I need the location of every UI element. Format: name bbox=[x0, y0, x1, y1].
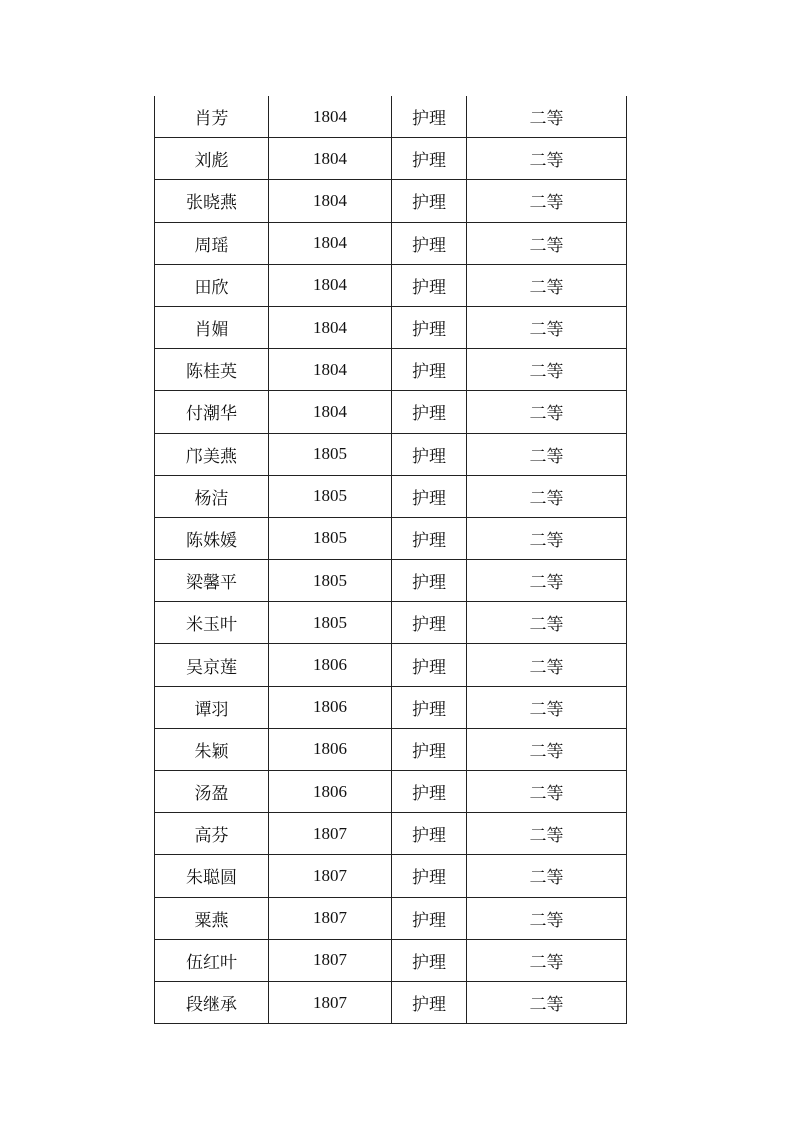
student-name-cell: 汤盈 bbox=[155, 771, 269, 813]
table-row bbox=[155, 939, 627, 981]
major-cell: 护理 bbox=[392, 306, 467, 348]
student-name-cell: 米玉叶 bbox=[155, 602, 269, 644]
class-number-cell: 1805 bbox=[269, 433, 392, 475]
student-name-cell: 段继承 bbox=[155, 981, 269, 1023]
table-row bbox=[155, 686, 627, 728]
student-name-cell: 陈桂英 bbox=[155, 349, 269, 391]
class-number-cell: 1804 bbox=[269, 306, 392, 348]
major-cell: 护理 bbox=[392, 897, 467, 939]
class-number-cell: 1804 bbox=[269, 138, 392, 180]
major-cell: 护理 bbox=[392, 771, 467, 813]
award-grade-cell: 二等 bbox=[467, 306, 627, 348]
class-number-cell: 1804 bbox=[269, 180, 392, 222]
major-cell: 护理 bbox=[392, 475, 467, 517]
class-number-cell: 1806 bbox=[269, 644, 392, 686]
table-row bbox=[155, 349, 627, 391]
class-number-cell: 1806 bbox=[269, 728, 392, 770]
table-row bbox=[155, 771, 627, 813]
student-name-cell: 吴京莲 bbox=[155, 644, 269, 686]
class-number-cell: 1806 bbox=[269, 686, 392, 728]
class-number-cell: 1805 bbox=[269, 602, 392, 644]
student-name-cell: 粟燕 bbox=[155, 897, 269, 939]
student-name-cell: 田欣 bbox=[155, 264, 269, 306]
award-grade-cell: 二等 bbox=[467, 813, 627, 855]
major-cell: 护理 bbox=[392, 813, 467, 855]
table-row bbox=[155, 644, 627, 686]
class-number-cell: 1804 bbox=[269, 391, 392, 433]
award-grade-cell: 二等 bbox=[467, 644, 627, 686]
award-grade-cell: 二等 bbox=[467, 138, 627, 180]
table-row bbox=[155, 306, 627, 348]
class-number-cell: 1804 bbox=[269, 349, 392, 391]
class-number-cell: 1806 bbox=[269, 771, 392, 813]
table-row bbox=[155, 560, 627, 602]
major-cell: 护理 bbox=[392, 264, 467, 306]
major-cell: 护理 bbox=[392, 180, 467, 222]
table-row bbox=[155, 517, 627, 559]
award-grade-cell: 二等 bbox=[467, 180, 627, 222]
major-cell: 护理 bbox=[392, 349, 467, 391]
student-name-cell: 朱聪圆 bbox=[155, 855, 269, 897]
award-grade-cell: 二等 bbox=[467, 939, 627, 981]
table-row bbox=[155, 981, 627, 1023]
student-name-cell: 杨洁 bbox=[155, 475, 269, 517]
major-cell: 护理 bbox=[392, 728, 467, 770]
class-number-cell: 1805 bbox=[269, 517, 392, 559]
class-number-cell: 1804 bbox=[269, 96, 392, 138]
class-number-cell: 1807 bbox=[269, 897, 392, 939]
class-number-cell: 1804 bbox=[269, 264, 392, 306]
class-number-cell: 1805 bbox=[269, 560, 392, 602]
student-name-cell: 周瑶 bbox=[155, 222, 269, 264]
student-name-cell: 肖芳 bbox=[155, 96, 269, 138]
table-row bbox=[155, 813, 627, 855]
award-grade-cell: 二等 bbox=[467, 560, 627, 602]
table-row bbox=[155, 180, 627, 222]
table-row bbox=[155, 897, 627, 939]
class-number-cell: 1807 bbox=[269, 855, 392, 897]
award-grade-cell: 二等 bbox=[467, 433, 627, 475]
student-name-cell: 刘彪 bbox=[155, 138, 269, 180]
student-name-cell: 高芬 bbox=[155, 813, 269, 855]
award-grade-cell: 二等 bbox=[467, 981, 627, 1023]
table-row bbox=[155, 475, 627, 517]
award-table-container bbox=[154, 96, 626, 1024]
student-name-cell: 谭羽 bbox=[155, 686, 269, 728]
table-row bbox=[155, 391, 627, 433]
award-grade-cell: 二等 bbox=[467, 855, 627, 897]
award-grade-cell: 二等 bbox=[467, 391, 627, 433]
major-cell: 护理 bbox=[392, 433, 467, 475]
table-row bbox=[155, 138, 627, 180]
class-number-cell: 1807 bbox=[269, 981, 392, 1023]
student-name-cell: 张晓燕 bbox=[155, 180, 269, 222]
award-grade-cell: 二等 bbox=[467, 96, 627, 138]
table-row bbox=[155, 264, 627, 306]
student-name-cell: 付潮华 bbox=[155, 391, 269, 433]
award-grade-cell: 二等 bbox=[467, 897, 627, 939]
student-name-cell: 陈姝媛 bbox=[155, 517, 269, 559]
major-cell: 护理 bbox=[392, 644, 467, 686]
major-cell: 护理 bbox=[392, 391, 467, 433]
award-grade-cell: 二等 bbox=[467, 475, 627, 517]
major-cell: 护理 bbox=[392, 855, 467, 897]
major-cell: 护理 bbox=[392, 686, 467, 728]
award-grade-cell: 二等 bbox=[467, 771, 627, 813]
award-grade-cell: 二等 bbox=[467, 517, 627, 559]
award-grade-cell: 二等 bbox=[467, 602, 627, 644]
student-name-cell: 伍红叶 bbox=[155, 939, 269, 981]
student-name-cell: 邝美燕 bbox=[155, 433, 269, 475]
award-table-body bbox=[155, 96, 627, 1024]
major-cell: 护理 bbox=[392, 138, 467, 180]
table-row bbox=[155, 433, 627, 475]
class-number-cell: 1805 bbox=[269, 475, 392, 517]
major-cell: 护理 bbox=[392, 602, 467, 644]
class-number-cell: 1807 bbox=[269, 939, 392, 981]
major-cell: 护理 bbox=[392, 96, 467, 138]
award-grade-cell: 二等 bbox=[467, 686, 627, 728]
major-cell: 护理 bbox=[392, 981, 467, 1023]
table-row bbox=[155, 222, 627, 264]
class-number-cell: 1804 bbox=[269, 222, 392, 264]
major-cell: 护理 bbox=[392, 517, 467, 559]
table-row bbox=[155, 602, 627, 644]
award-table bbox=[154, 96, 627, 1024]
major-cell: 护理 bbox=[392, 560, 467, 602]
table-row bbox=[155, 96, 627, 138]
table-row bbox=[155, 728, 627, 770]
major-cell: 护理 bbox=[392, 939, 467, 981]
award-grade-cell: 二等 bbox=[467, 349, 627, 391]
major-cell: 护理 bbox=[392, 222, 467, 264]
student-name-cell: 朱颖 bbox=[155, 728, 269, 770]
student-name-cell: 肖媚 bbox=[155, 306, 269, 348]
award-grade-cell: 二等 bbox=[467, 728, 627, 770]
class-number-cell: 1807 bbox=[269, 813, 392, 855]
award-grade-cell: 二等 bbox=[467, 222, 627, 264]
student-name-cell: 梁馨平 bbox=[155, 560, 269, 602]
table-row bbox=[155, 855, 627, 897]
award-grade-cell: 二等 bbox=[467, 264, 627, 306]
